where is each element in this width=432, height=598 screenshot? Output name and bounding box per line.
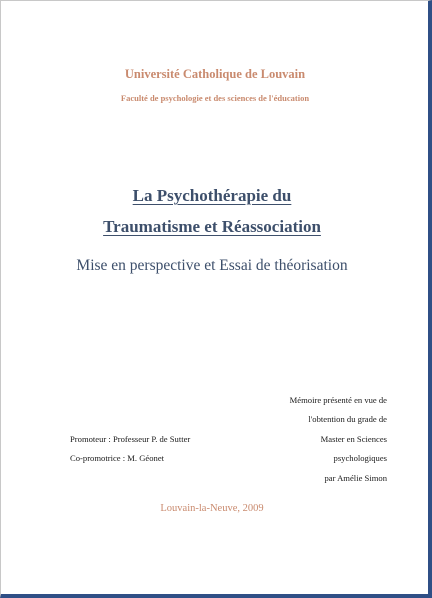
memoire-line: l'obtention du grade de xyxy=(308,414,387,425)
memoire-line: Mémoire présenté en vue de xyxy=(289,395,387,405)
copromotrice-line: Co-promotrice : M. Géonet xyxy=(70,453,165,463)
faculty-name: Faculté de psychologie et des sciences de l'éducation xyxy=(120,93,310,103)
university-name: Université Catholique de Louvain xyxy=(124,67,306,81)
thesis-title-line-1-text: La Psychothérapie du xyxy=(132,186,292,205)
memoire-line: psychologiques xyxy=(333,453,387,464)
memoire-line: Master en Sciences xyxy=(320,433,387,444)
thesis-title-line-2 xyxy=(1,217,423,237)
thesis-title-line-1 xyxy=(1,186,423,206)
place-and-date: Louvain-la-Neuve, 2009 xyxy=(160,503,264,514)
thesis-subtitle: Mise en perspective et Essai de théorisation xyxy=(76,257,348,274)
memoire-line: par Amélie Simon xyxy=(324,472,387,483)
memoire-statement xyxy=(247,391,387,488)
supervisors-block xyxy=(70,430,190,468)
promoteur-line: Promoteur : Professeur P. de Sutter xyxy=(70,434,191,444)
thesis-title-line-2-text: Traumatisme et Réassociation xyxy=(103,217,321,236)
